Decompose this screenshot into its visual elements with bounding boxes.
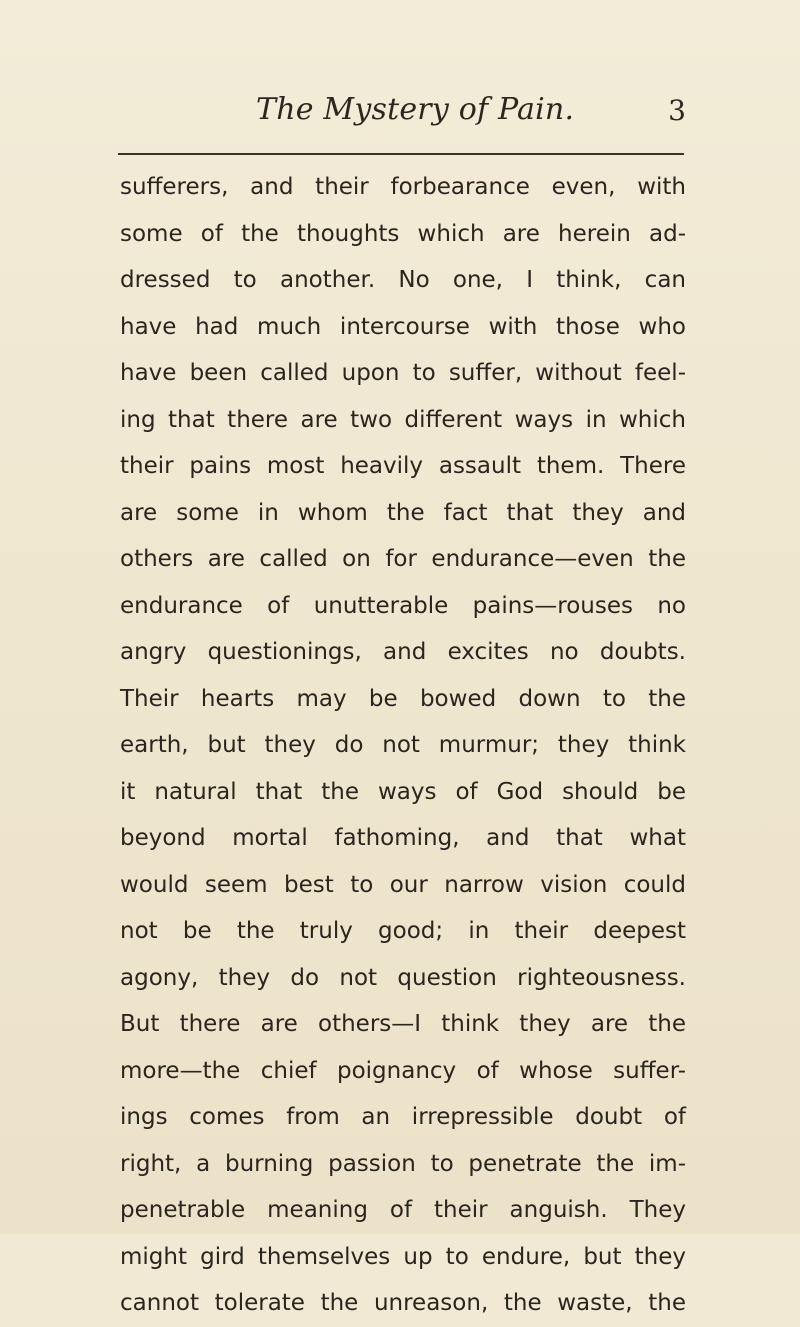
running-head — [118, 92, 688, 132]
text-line: their pains most heavily assault them. There — [120, 453, 686, 479]
text-line: dressed to another. No one, I think, can — [120, 267, 686, 293]
text-line: are some in whom the fact that they and — [120, 499, 686, 526]
text-line: sufferers, and their forbearance even, with — [120, 174, 686, 200]
text-line: ing that there are two different ways in which — [120, 406, 686, 433]
text-line: more—the chief poignancy of whose suffer- — [120, 1057, 686, 1084]
text-line: some of the thoughts which are herein ad- — [120, 220, 686, 247]
text-line: angry questionings, and excites no doubts. — [120, 639, 686, 665]
text-line: would seem best to our narrow vision could — [120, 871, 686, 898]
text-line: ings comes from an irrepressible doubt of — [120, 1104, 686, 1130]
text-line: Their hearts may be bowed down to the — [120, 685, 686, 712]
text-line: cannot tolerate the unreason, the waste, the — [120, 1290, 686, 1316]
text-line: have been called upon to suffer, without feel- — [120, 360, 686, 386]
running-title: The Mystery of Pain. — [256, 92, 575, 127]
text-line: have had much intercourse with those who — [120, 313, 686, 340]
text-line: endurance of unutterable pains—rouses no — [120, 592, 686, 619]
text-line: not be the truly good; in their deepest — [120, 918, 686, 944]
text-line: But there are others—I think they are the — [120, 1011, 686, 1037]
text-line: agony, they do not question righteousness. — [120, 964, 686, 991]
page-number: 3 — [668, 94, 686, 127]
text-line: might gird themselves up to endure, but they — [120, 1243, 686, 1270]
text-line: others are called on for endurance—even the — [120, 546, 686, 572]
text-line: beyond mortal fathoming, and that what — [120, 825, 686, 851]
body-paragraph — [120, 164, 686, 1327]
text-line: penetrable meaning of their anguish. They — [120, 1197, 686, 1223]
text-line: right, a burning passion to penetrate the im- — [120, 1150, 686, 1177]
text-line: it natural that the ways of God should be — [120, 778, 686, 805]
text-line: earth, but they do not murmur; they think — [120, 732, 686, 758]
header-rule — [118, 153, 684, 155]
